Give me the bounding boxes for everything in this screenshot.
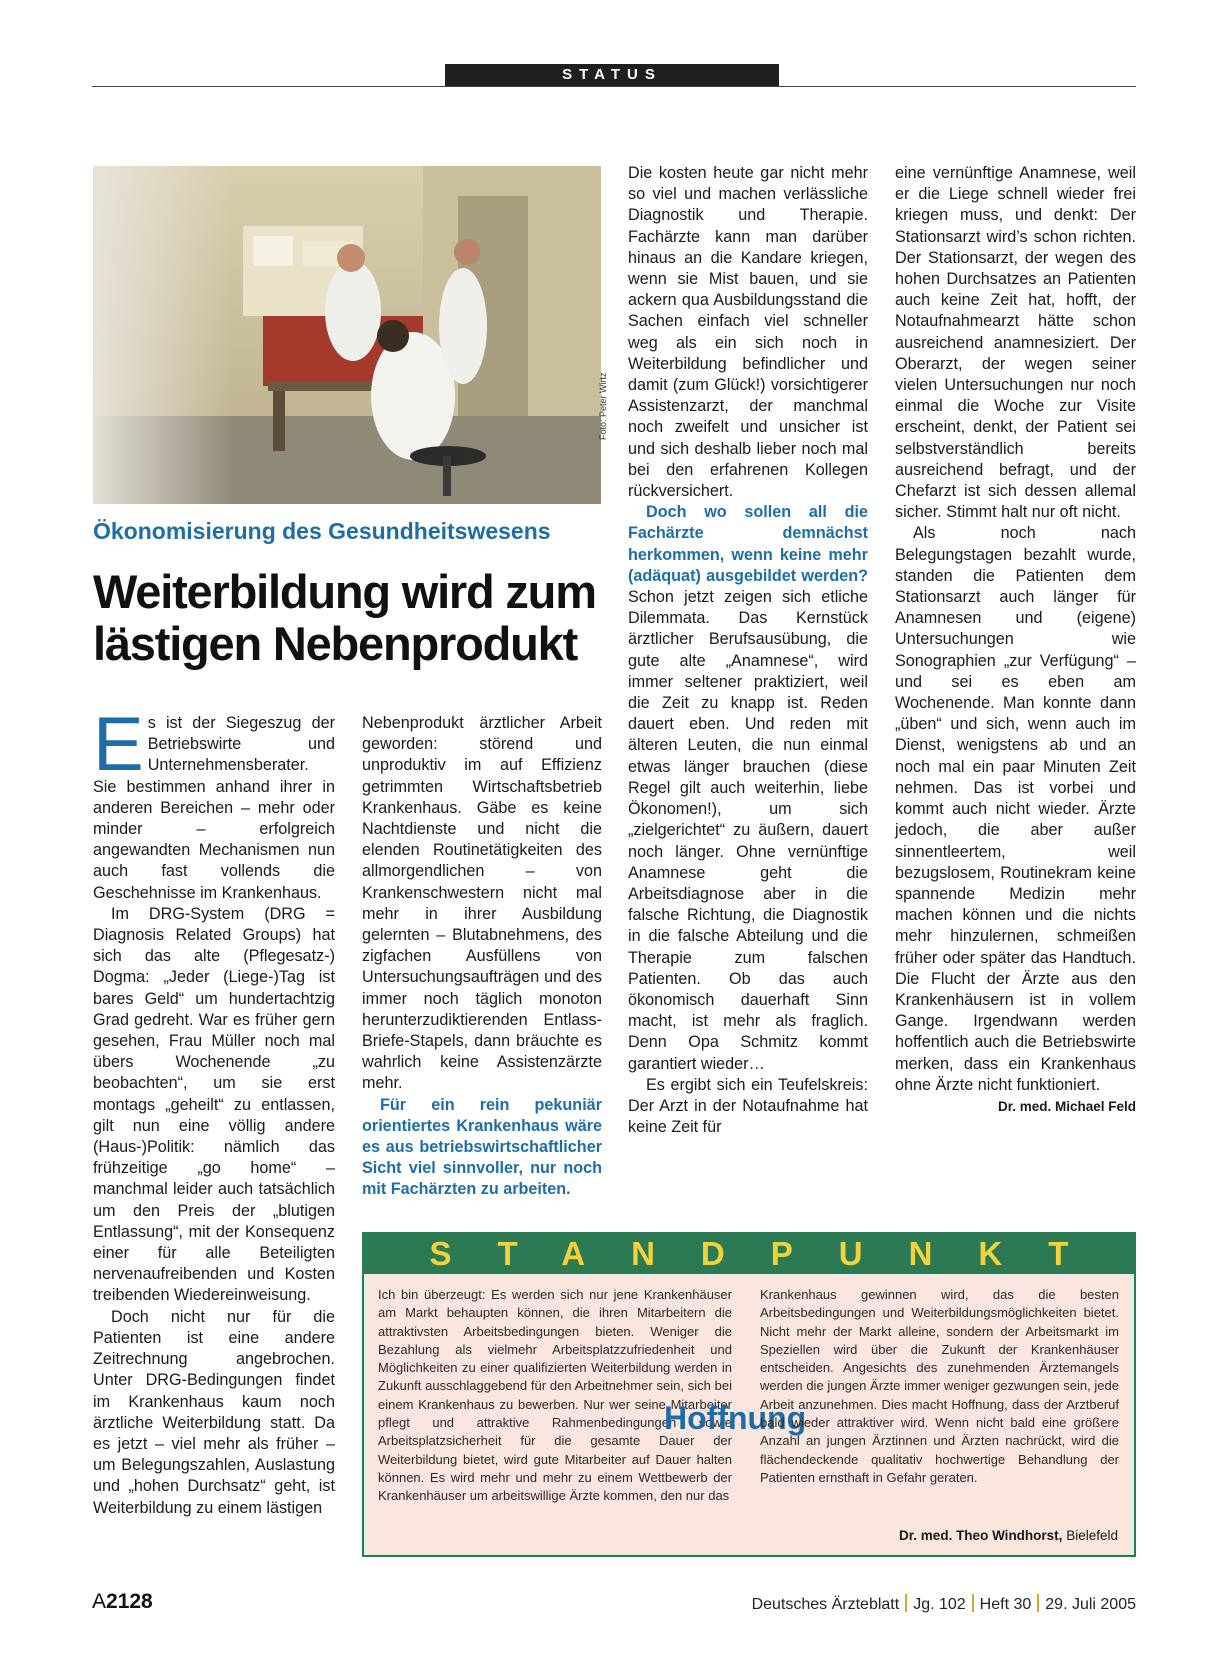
- standpunkt-box: [362, 1232, 1136, 1557]
- standpunkt-column-1: Ich bin überzeugt: Es werden sich nur jene Krankenhäuser am Markt behaupten können, die ihren Mitarbeitern die attraktivsten Arbeitsbedingungen bieten. Weniger die Bezahlung als vielmehr Arbeitsplatzzufriedenheit und Möglichkeiten zu einer qualifizierten Weiterbildung werden in Zukunft ausschlaggebend für den Arbeitnehmer sein, sich bei einem Krankenhaus zu bewerben. Nur wer seine Mitarbeiter pflegt und attraktive Rahmenbedingungen sowie Arbeitsplatzsicherheit für die gesamte Dauer der Weiterbildung bietet, wird gute Mitarbeiter auf Dauer halten können. Es wird mehr und mehr zu einem Wettbewerb der Krankenhäuser um arbeitswillige Ärzte kommen, den nur das: [378, 1287, 732, 1504]
- separator: [972, 1594, 974, 1612]
- paragraph: Nebenprodukt ärztlicher Arbeit geworden: störend und unproduktiv im auf Effizienz getrimmten Wirtschaftsbetrieb Krankenhaus. Gäbe es keine Nachtdienste und nicht die elenden Routinetätigkeiten des allmorgendlichen – von Krankenschwestern nicht mal mehr in ihrer Ausbildung gelernten – Blutabnehmens, des zigfachen Ausfüllens von Untersuchungsaufträgen und des immer noch täglich monoton herunterzudiktierenden Entlass-Briefe-Stapels, dann bräuchte es wahrlich keine Assistenzärzte mehr.: [362, 714, 602, 1093]
- standpunkt-body: [368, 1276, 1130, 1553]
- standpunkt-author-name: Dr. med. Theo Windhorst,: [899, 1528, 1063, 1543]
- paragraph: s ist der Siegeszug der Betriebswirte und Unternehmensberater. Sie bestimmen anhand ihrer in anderen Bereichen – mehr oder minder – erfolgreich angewandten Mechanismen nun auch fast vollends die Geschehnisse im Krankenhaus.: [93, 714, 335, 902]
- article-column-4: [895, 163, 1136, 1117]
- header-rule: [92, 86, 1136, 87]
- separator: [905, 1594, 907, 1612]
- paragraph: Als noch nach Belegungstagen bezahlt wurde, standen die Patienten dem Stationsarzt auch länger für Anamnesen und (eigene) Untersuchungen wie Sonographien „zur Verfügung“ – und sei es eben am Wochenende. Man konnte dann „üben“ und sich, wenn auch im Dienst, wenigstens ab und an noch mal ein paar Minuten Zeit nehmen. Das ist vorbei und kommt auch nicht wieder. Ärzte jedoch, die aber außer sinnentleertem, weil bezugslosem, Routinekram keine spannende Medizin mehr machen können und die nichts mehr hinzulernen, schmeißen früher oder später das Handtuch. Die Flucht der Ärzte aus den Krankenhäusern ist in vollem Gange. Irgendwann werden hoffentlich auch die Betriebswirte merken, dass ein Krankenhaus ohne Ärzte nicht funktioniert.: [895, 524, 1136, 1094]
- article-author: Dr. med. Michael Feld: [997, 1098, 1136, 1114]
- standpunkt-headline: Hoffnung: [664, 1400, 807, 1436]
- photo-credit: Foto: Peter Wirtz: [598, 372, 608, 440]
- paragraph: Schon jetzt zeigen sich etliche Dilemmata. Das Kernstück ärztlicher Berufsausübung, die gute alte „Anamnese“, wird immer seltener praktiziert, weil die Zeit zu knapp ist. Reden dauert eben. Und reden mit älteren Leuten, die nun einmal etwas länger brauchen (diese Regel gilt auch weiterhin, liebe Ökonomen!), um sich „zielgerichtet“ zu äußern, dauert noch länger. Ohne vernünftige Anamnese geht die Arbeitsdiagnose aber in die falsche Richtung, die Diagnostik in die falsche Abteilung und die Therapie zum falschen Patienten. Ob das auch ökonomisch dauerhaft Sinn macht, ist mehr als fraglich. Denn Opa Schmitz kommt garantiert wieder…: [628, 588, 868, 1073]
- separator: [1037, 1594, 1039, 1612]
- footer-citation: [752, 1594, 1136, 1614]
- article-headline: Weiterbildung wird zum lästigen Nebenprodukt: [93, 565, 596, 670]
- page-prefix: A: [92, 1590, 107, 1613]
- section-label: STATUS: [445, 64, 779, 86]
- journal-volume: Jg. 102: [913, 1596, 966, 1613]
- article-column-2: [362, 713, 602, 1201]
- dropcap: E: [93, 702, 144, 787]
- standpunkt-column-2: Krankenhaus gewinnen wird, das die besten Arbeitsbedingungen und Weiterbildungsmöglichkeiten bietet. Nicht mehr der Markt alleine, sondern der Arbeitsmarkt im Speziellen wird über die Zukunft der Krankenhäuser entscheiden. Angesichts des zunehmenden Ärztemangels werden die jungen Ärzte immer weniger gezwungen sein, jede Arbeit anzunehmen. Dies macht Hoffnung, dass der Arztberuf bald wieder attraktiver wird. Wenn nicht bald eine größere Anzahl an jungen Ärztinnen und Ärzten nachrückt, wird die flächendeckende qualitativ hochwertige Behandlung der Patienten ernsthaft in Gefahr geraten.: [760, 1287, 1119, 1485]
- paragraph: Es ergibt sich ein Teufelskreis: Der Arzt in der Notaufnahme hat keine Zeit für: [628, 1075, 868, 1137]
- article-column-3: [628, 163, 868, 1138]
- article-kicker: Ökonomisierung des Gesundheitswesens: [93, 518, 551, 544]
- page-number-value: 2128: [106, 1590, 153, 1613]
- article-column-1: [93, 702, 335, 1519]
- standpunkt-author-city: Bielefeld: [1066, 1528, 1118, 1543]
- journal-issue: Heft 30: [979, 1596, 1032, 1613]
- paragraph: eine vernünftige Anamnese, weil er die Liege schnell wieder frei kriegen muss, und denkt: Der Stationsarzt wird’s schon richten. Der Stationsarzt, der wegen des hohen Durchsatzes an Patienten auch keine Zeit hat, hofft, der Notaufnahmearzt hätte schon ausreichend anamnesiziert. Der Oberarzt, der wegen seiner vielen Untersuchungen nur noch einmal die Woche zur Visite erscheint, denkt, der Patient sei selbstverständlich bereits ausreichend befragt, und der Chefarzt ist sich dessen allemal sicher. Stimmt halt nur oft nicht.: [895, 164, 1136, 522]
- paragraph: Doch nicht nur für die Patienten ist eine andere Zeitrechnung angebrochen. Unter DRG-Bedingungen findet im Krankenhaus kaum noch ärztliche Weiterbildung statt. Da es jetzt – viel mehr als früher – um Belegungszahlen, Auslastung und „hohen Durchsatz“ geht, ist Weiterbildung zu einem lästigen: [93, 1307, 335, 1517]
- journal-name: Deutsches Ärzteblatt: [751, 1596, 900, 1613]
- hospital-photo: [93, 166, 601, 504]
- hospital-photo-illustration: [93, 166, 601, 504]
- standpunkt-author: [899, 1528, 1118, 1543]
- highlight-quote: Für ein rein pekuniär orientiertes Krankenhaus wäre es aus betriebswirtschaftlicher Sicht viel sinnvoller, nur noch mit Fachärzten zu arbeiten.: [362, 1095, 602, 1199]
- page-number: [92, 1590, 153, 1614]
- paragraph: Im DRG-System (DRG = Diagnosis Related Groups) hat sich das alte (Pflegesatz-) Dogma: „Jeder (Liege-)Tag ist bares Geld“ um hundertachtzig Grad gedreht. War es früher gern gesehen, Frau Müller noch mal übers Wochenende „zu beobachten“, um sie erst montags „geheilt“ zu entlassen, gilt nun eine völlig andere (Haus-)Politik: nämlich das frühzeitige „go home“ – manchmal leider auch tatsächlich um den Preis der „blutigen Entlassung“, mit der Konsequenz einer für alle Beteiligten nervenaufreibenden und Kosten treibenden Wiedereinweisung.: [93, 904, 335, 1305]
- standpunkt-title: STANDPUNKT: [364, 1234, 1134, 1274]
- highlight-question: Doch wo sollen all die Fachärzte demnächst herkommen, wenn keine mehr (adäquat) ausgebildet werden?: [628, 503, 868, 585]
- paragraph: Die kosten heute gar nicht mehr so viel und machen verlässliche Diagnostik und Therapie. Fachärzte kann man darüber hinaus an die Kandare kriegen, wenn sie Mist bauen, und sie ackern qua Ausbildungsstand die Sachen einfach viel schneller weg als ein sich noch in Weiterbildung befindlicher und damit (zum Glück!) vorsichtigerer Assistenzarzt, der manchmal noch zweifelt und unsicher ist und sich deshalb lieber noch mal bei den erfahrenen Kollegen rückversichert.: [628, 164, 868, 501]
- journal-date: 29. Juli 2005: [1045, 1596, 1136, 1613]
